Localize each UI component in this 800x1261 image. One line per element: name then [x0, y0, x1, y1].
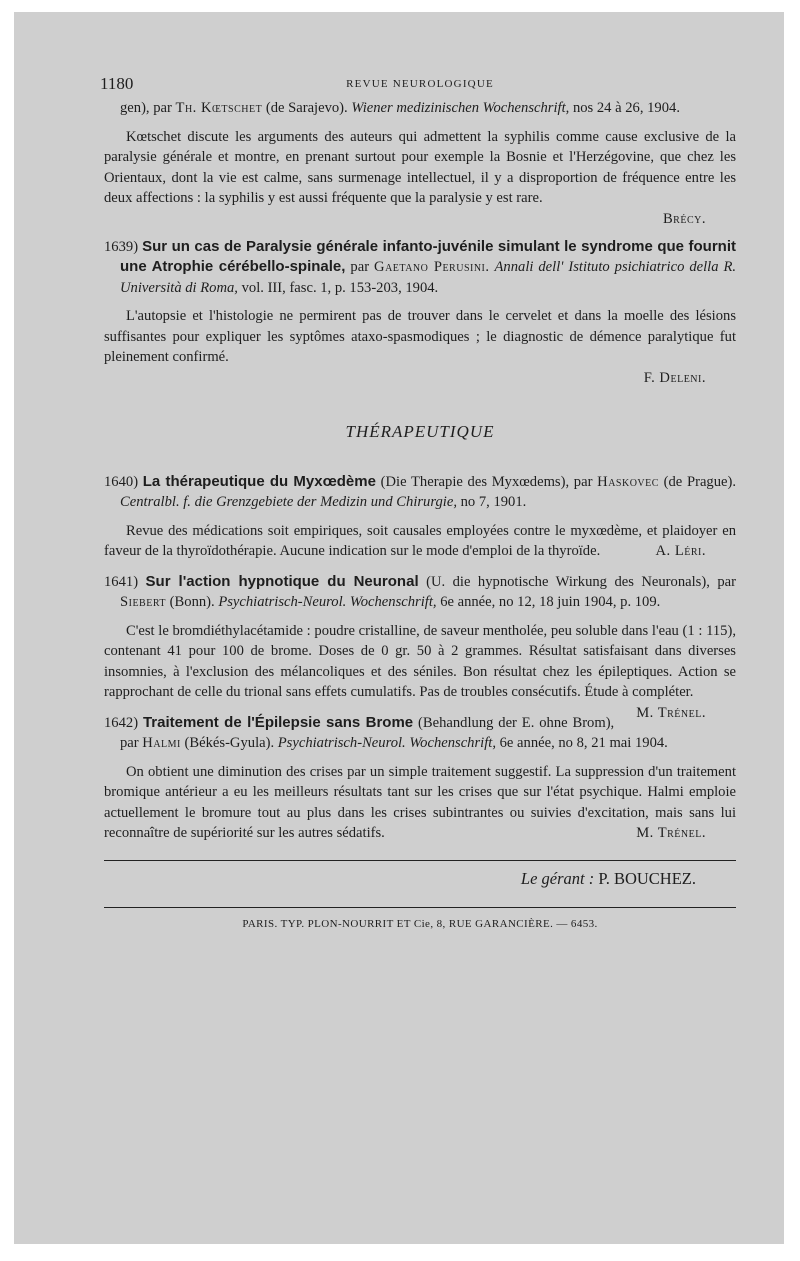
entry-1641-signature: M. Trénel.: [636, 704, 706, 721]
entry-1642-citation: 1642) Traitement de l'Épilepsie sans Brome (Behandlung der E. ohne Brom), par Halmi (Békés-Gyula). Psychiatrisch-Neurol. Wochenschrift, 6e année, no 8, 21 mai 1904.: [104, 713, 668, 751]
entry-1639-citation: 1639) Sur un cas de Paralysie générale infanto-juvénile simulant le syndrome que fournit une Atrophie cérébello-spinale, par Gaetano Perusini. Annali dell' Istituto psichiatrico della R. Università di Roma, vol. III, fasc. 1, p. 153-203, 1904.: [104, 237, 737, 296]
entry-1639-body: L'autopsie et l'histologie ne permirent pas de trouver dans le cervelet et dans la moelle des lésions suffisantes pour expliquer les syptômes ataxo-spasmodiques ; le diagnostic de démence paralytique fut pleinement confirmé.: [104, 308, 736, 365]
entry-1640-citation: 1640) La thérapeutique du Myxœdème (Die Therapie des Myxœdems), par Haskovec (de Prague). Centralbl. f. die Grenzgebiete der Medizin und Chirurgie, no 7, 1901.: [104, 472, 736, 510]
entry-1640-body: Revue des médications soit empiriques, soit causales employées contre le myxœdème, et plaidoyer en faveur de la thyroïdothérapie. Aucune indication sur le mode d'emploi de la thyroïde. A. Léri.: [104, 521, 736, 562]
scanned-page: [14, 12, 784, 1244]
entry-1642-body: On obtient une diminution des crises par un simple traitement suggestif. La suppression d'un traitement bromique antérieur a eu les meilleurs résultats tant sur les crises que sur l'état psychique. Halmi emploie actuellement le bromure tout au plus dans les crises subintrantes ou suivies d'excitation, mais sans lui reconnaître de supériorité sur les autres sédatifs. M. Trénel.: [104, 762, 736, 844]
printer-imprint: PARIS. TYP. PLON-NOURRIT ET Cie, 8, RUE GARANCIÈRE. — 6453.: [242, 917, 598, 930]
section-title: THÉRAPEUTIQUE: [345, 421, 495, 441]
entry-1639-signature: F. Deleni.: [643, 369, 706, 386]
footer-rule-top: [104, 860, 736, 861]
entry-1642-signature: M. Trénel.: [636, 825, 706, 841]
page-number: 1180: [100, 74, 134, 93]
entry-prev-body: Kœtschet discute les arguments des auteurs qui admettent la syphilis comme cause exclusive de la paralysie générale et montre, en prenant surtout pour exemple la Bosnie et l'Herzégovine, que chez les Orientaux, dont la vie est calme, sans surmenage intellectuel, il y a disproportion de fréquence entre les deux affections : la syphilis y est aussi fréquente que la paralysie y est rare.: [104, 128, 736, 206]
gerant-line: Le gérant : P. BOUCHEZ.: [520, 868, 696, 888]
page-content: [100, 68, 737, 930]
entry-1641-citation: 1641) Sur l'action hypnotique du Neuronal (U. die hypnotische Wirkung des Neuronals), par Siebert (Bonn). Psychiatrisch-Neurol. Wochenschrift, 6e année, no 12, 18 juin 1904, p. 109.: [104, 572, 736, 610]
page-header: [100, 68, 736, 93]
entry-1641-body: C'est le bromdiéthylacétamide : poudre cristalline, de saveur mentholée, peu soluble dans l'eau (1 : 115), contenant 41 pour 100 de brome. Doses de 0 gr. 50 à 2 grammes. Résultat satisfaisant dans diverses insomnies, à l'exclusion des mélancoliques et des séniles. Bon résultat chez les épileptiques. Action se rapprochant de celle du trional sans effets cumulatifs. Pas de troubles consécutifs. Étude à compléter. M. Trénel.: [104, 621, 736, 703]
entry-prev-citation: gen), par Th. Kœtschet (de Sarajevo). Wiener medizinischen Wochenschrift, nos 24 à 26, 1904.: [120, 100, 680, 116]
entry-prev-signature: Brécy.: [662, 210, 706, 227]
entry-1640-signature: A. Léri.: [655, 543, 706, 559]
running-title: REVUE NEUROLOGIQUE: [346, 78, 494, 90]
footer-rule-bottom: [104, 907, 736, 908]
